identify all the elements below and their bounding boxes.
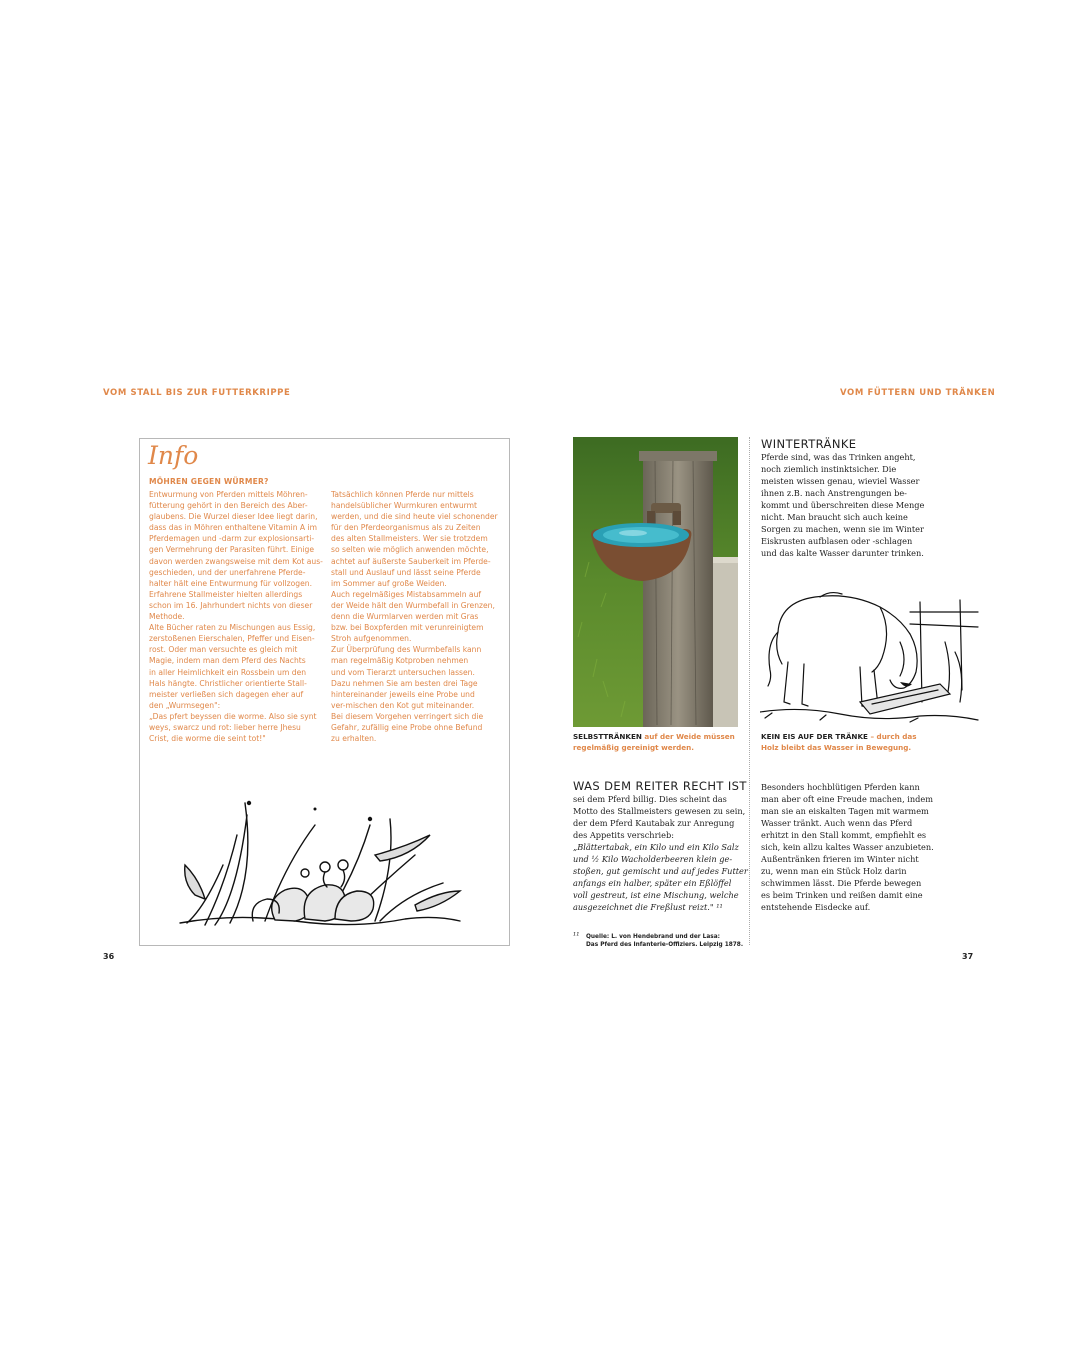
reiter-text xyxy=(573,793,748,913)
text-line: Eiskrusten aufblasen oder -schlagen xyxy=(761,536,913,546)
text-line: handelsüblicher Wurmkuren entwurmt xyxy=(331,501,478,511)
text-line: sich, kein allzu kaltes Wasser anzubieten. xyxy=(761,842,934,852)
footnote-mark: ¹¹ xyxy=(573,931,580,940)
text-line: weys, swarcz und rot: lieber herre Jhesu xyxy=(149,722,301,732)
text-line: so selten wie möglich anwenden möchte, xyxy=(331,545,489,555)
text-line: Bei diesem Vorgehen verringert sich die xyxy=(331,711,484,721)
text-line: meister verließen sich dagegen eher auf xyxy=(149,689,304,699)
running-head-right: VOM FÜTTERN UND TRÄNKEN xyxy=(840,388,996,398)
text-line: Sorgen zu machen, wenn sie im Winter xyxy=(761,524,924,534)
text-line: Pferde sind, was das Trinken angeht, xyxy=(761,452,916,462)
text-line: noch ziemlich instinktsicher. Die xyxy=(761,464,897,474)
text-line: kommt und überschreiten diese Menge xyxy=(761,500,925,510)
text-line: dass das in Möhren enthaltene Vitamin A im xyxy=(149,523,318,533)
quote-line xyxy=(573,901,748,913)
column-divider xyxy=(749,437,750,945)
text-line: der dem Pferd Kautabak zur Anregung xyxy=(573,818,735,828)
quote-line: und ½ Kilo Wacholderbeeren klein ge- xyxy=(573,854,733,864)
text-line: Dazu nehmen Sie am besten drei Tage xyxy=(331,678,478,688)
reiter-heading: WAS DEM REITER RECHT IST xyxy=(573,779,747,793)
text-line: „Das pfert beyssen die worme. Also sie synt xyxy=(149,711,317,721)
quote-line-text: ausgezeichnet die Freßlust reizt." xyxy=(573,902,714,912)
text-line: bzw. bei Boxpferden mit verunreinigtem xyxy=(331,623,484,633)
photo-caption-line2: regelmäßig gereinigt werden. xyxy=(573,742,695,752)
text-line: Auch regelmäßiges Mistabsammeln auf xyxy=(331,589,482,599)
text-line: geschieden, und der unerfahrene Pferde- xyxy=(149,567,306,577)
text-line: und das kalte Wasser darunter trinken. xyxy=(761,548,924,558)
running-head-left: VOM STALL BIS ZUR FUTTERKRIPPE xyxy=(103,388,291,398)
text-line: Zur Überprüfung des Wurmbefalls kann xyxy=(331,645,482,655)
text-line: Stroh aufgenommen. xyxy=(331,634,412,644)
drawing-caption-lead: KEIN EIS AUF DER TRÄNKE xyxy=(761,732,868,741)
text-line: sei dem Pferd billig. Dies scheint das xyxy=(573,794,727,804)
text-line: werden, und die sind heute viel schonender xyxy=(331,512,498,522)
water-trough-photo xyxy=(573,437,738,727)
text-line: achtet auf äußerste Sauberkeit im Pferde- xyxy=(331,556,491,566)
text-line: Wasser tränkt. Auch wenn das Pferd xyxy=(761,818,913,828)
text-line: fütterung gehört in den Bereich des Aber- xyxy=(149,501,308,511)
text-line: nicht. Man braucht sich auch keine xyxy=(761,512,908,522)
text-line: Außentränken frieren im Winter nicht xyxy=(761,854,919,864)
footnote-line: Quelle: L. von Hendebrand und der Lasa: xyxy=(586,934,720,940)
text-line: davon werden zwangsweise mit dem Kot aus- xyxy=(149,556,323,566)
text-line: des Appetits verschrieb: xyxy=(573,830,674,840)
text-line: man aber oft eine Freude machen, indem xyxy=(761,794,934,804)
photo-caption-lead: SELBSTTRÄNKEN xyxy=(573,732,642,741)
text-line: gen Vermehrung der Parasiten führt. Einige xyxy=(149,545,315,555)
text-line: und vom Tierarzt untersuchen lassen. xyxy=(331,667,475,677)
text-line: ihnen z.B. nach Anstrengungen be- xyxy=(761,488,907,498)
text-line: Entwurmung von Pferden mittels Möhren- xyxy=(149,490,308,499)
footnote-line: Das Pferd des Infanterie-Offiziers. Leipzig 1878. xyxy=(586,942,744,948)
quote-line: „Blättertabak, ein Kilo und ein Kilo Salz xyxy=(573,842,739,852)
text-line: schwimmen lässt. Die Pferde bewegen xyxy=(761,878,922,888)
text-line: hintereinander jeweils eine Probe und xyxy=(331,689,475,699)
info-title: Info xyxy=(148,441,199,470)
text-line: glaubens. Die Wurzel dieser Idee liegt darin, xyxy=(149,512,318,522)
text-line: Tatsächlich können Pferde nur mittels xyxy=(331,490,474,499)
info-column-1 xyxy=(149,489,321,744)
info-column-2 xyxy=(331,489,503,744)
text-line: schon im 16. Jahrhundert nichts von dieser xyxy=(149,600,313,610)
text-line: Pferdemagen und -darm zur explosionsarti- xyxy=(149,534,315,544)
photo-caption xyxy=(573,732,735,753)
text-line: entstehende Eisdecke auf. xyxy=(761,902,871,912)
text-line: im Sommer auf große Weiden. xyxy=(331,578,447,588)
text-line: zu erhalten. xyxy=(331,734,377,744)
text-line: Alte Bücher raten zu Mischungen aus Essig, xyxy=(149,623,316,633)
text-line: Gefahr, zufällig eine Probe ohne Befund xyxy=(331,722,483,732)
text-line: halter hält eine Entwurmung für vollzogen. xyxy=(149,578,312,588)
text-line: meisten wissen genau, wieviel Wasser xyxy=(761,476,920,486)
text-line: Magie, indem man dem Pferd des Nachts xyxy=(149,656,306,666)
text-line: für den Pferdeorganismus als zu Zeiten xyxy=(331,523,481,533)
text-line: Erfahrene Stallmeister hielten allerdings xyxy=(149,589,303,599)
text-line: stall und Auslauf und lässt seine Pferde xyxy=(331,567,481,577)
text-line: Besonders hochblütigen Pferden kann xyxy=(761,782,920,792)
carrot-plant-illustration xyxy=(175,795,465,935)
horse-drinking-illustration xyxy=(760,572,980,727)
drawing-caption-line2: Holz bleibt das Wasser in Bewegung. xyxy=(761,742,912,752)
text-line: Methode. xyxy=(149,612,185,622)
drawing-caption xyxy=(761,732,917,753)
drawing-caption-rest: – durch das xyxy=(870,732,917,741)
text-line: man regelmäßig Kotproben nehmen xyxy=(331,656,469,666)
text-line: es beim Trinken und reißen damit eine xyxy=(761,890,923,900)
text-line: den „Wurmsegen": xyxy=(149,700,221,710)
text-line: Motto des Stallmeisters gewesen zu sein, xyxy=(573,806,746,816)
text-line: Crist, die worme die seint tot!" xyxy=(149,734,266,744)
page-number-right: 37 xyxy=(962,952,974,961)
quote-line: stoßen, gut gemischt und auf jedes Futter xyxy=(573,866,748,876)
info-heading: MÖHREN GEGEN WÜRMER? xyxy=(149,477,269,486)
quote-line: voll gestreut, ist eine Mischung, welche xyxy=(573,890,739,900)
text-line: der Weide hält den Wurmbefall in Grenzen, xyxy=(331,600,495,610)
text-line: in aller Heimlichkeit ein Rossbein um den xyxy=(149,667,307,677)
text-line: ver-mischen den Kot gut miteinander. xyxy=(331,700,475,710)
winter-text xyxy=(761,451,924,559)
photo-caption-rest: auf der Weide müssen xyxy=(644,732,735,741)
page-number-left: 36 xyxy=(103,952,115,961)
text-line: erhitzt in den Stall kommt, empfiehlt es xyxy=(761,830,927,840)
text-line: man sie an eiskalten Tagen mit warmem xyxy=(761,806,929,816)
right-column-text xyxy=(761,781,934,913)
text-line: des alten Stallmeisters. Wer sie trotzdem xyxy=(331,534,488,544)
footnote-reference: ¹¹ xyxy=(716,902,723,912)
text-line: rost. Oder man versuchte es gleich mit xyxy=(149,645,298,655)
footnote xyxy=(586,933,743,949)
winter-heading: WINTERTRÄNKE xyxy=(761,437,857,451)
text-line: zu, wenn man ein Stück Holz darin xyxy=(761,866,907,876)
text-line: denn die Wurmlarven werden mit Gras xyxy=(331,612,479,622)
text-line: zerstoßenen Eierschalen, Pfeffer und Eisen- xyxy=(149,634,315,644)
text-line: Hals hängte. Christlicher orientierte Stall- xyxy=(149,678,307,688)
quote-line: anfangs ein halber, später ein Eßlöffel xyxy=(573,878,732,888)
